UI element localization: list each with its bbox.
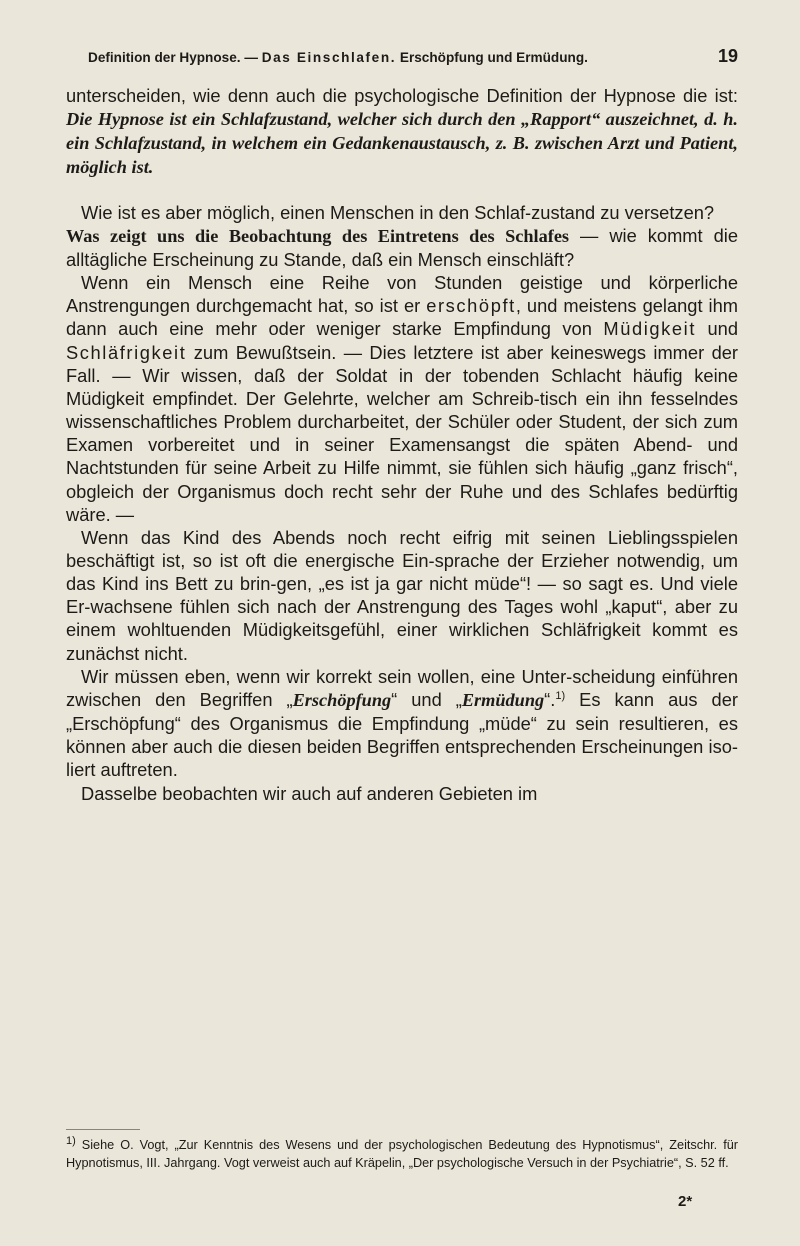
paragraph-text: Dasselbe beobachten wir auch auf anderen Gebieten im xyxy=(81,782,538,804)
paragraph-distinction xyxy=(66,665,738,782)
paragraph-definition xyxy=(66,84,738,180)
running-head xyxy=(88,46,738,68)
paragraph-text: unterscheiden, wie denn auch die psychologische Definition der Hypnose die ist: xyxy=(66,85,738,106)
running-head-title-spaced: Das Einschlafen. xyxy=(261,50,397,65)
running-head-title xyxy=(88,50,588,65)
footnote-text: Siehe O. Vogt, „Zur Kenntnis des Wesens und der psychologischen Bedeutung des Hypnotismus“, Zeitschr. für Hypnotismus, III. Jahrgang. Vogt verweist auch auf Kräpelin, „Der psychologische Versuch in der Psychiatrie“, S. 52 ff. xyxy=(66,1138,738,1170)
paragraph-child xyxy=(66,526,738,665)
paragraph-text: Wenn ein Mensch eine Reihe von Stunden geistige und körperliche Anstrengungen durchgemacht hat, so ist er xyxy=(66,272,738,317)
paragraph-continuation xyxy=(66,782,738,805)
body-text xyxy=(66,84,738,805)
paragraph-text: — wie kommt die alltägliche Erscheinung zu Stande, daß ein Mensch einschläft? xyxy=(66,224,738,270)
paragraph-text: , und meistens gelangt ihm dann auch eine mehr oder weniger starke Empfindung von xyxy=(66,295,739,340)
page-number: 19 xyxy=(717,46,738,66)
paragraph-question xyxy=(66,201,738,271)
footnote-ref[interactable] xyxy=(555,690,565,702)
footnote-marker-paren: ) xyxy=(72,1134,76,1147)
signature-mark: 2* xyxy=(678,1193,693,1210)
paragraph-text: Es kann aus der „Erschöpfung“ des Organismus die Empfindung „müde“ zu sein resultieren, es können aber auch die diesen beiden Begriffen entsprechenden Erscheinungen iso-liert auftreten. xyxy=(66,688,738,781)
footnote-divider xyxy=(66,1129,140,1130)
spaced-term: erschöpft xyxy=(426,295,516,317)
footnote-ref-number[interactable]: 1 xyxy=(555,689,562,702)
paragraph-text: und xyxy=(696,318,738,340)
italic-term: Erschöpfung xyxy=(292,689,392,710)
footnote-marker-number: 1 xyxy=(66,1134,73,1147)
running-head-title-part: Erschöpfung und Ermüdung. xyxy=(396,50,588,65)
paragraph-text: Wenn das Kind des Abends noch recht eifrig mit seinen Lieblingsspielen beschäftigt ist, so ist oft die energische Ein-sprache der Erzieher notwendig, um das Kind ins Bett zu brin-gen, „es ist ja gar nicht müde“! — so sagt es. Und viele Er-wachsene fühlen sich nach der Anstrengung des Tages wohl „kaput“, aber zu einem wohltuenden Müdigkeitsgefühl, einer wirklichen Schläfrigkeit kommt es zunächst nicht. xyxy=(66,526,738,664)
paragraph-text: “ und „ xyxy=(391,688,462,710)
paragraph-exhaustion xyxy=(66,271,738,526)
footnote-marker xyxy=(66,1135,76,1147)
question-text: Wie ist es aber möglich, einen Menschen in den Schlaf-zustand zu versetzen? xyxy=(81,201,715,223)
bold-heading: Was zeigt uns die Beobachtung des Eintretens des Schlafes xyxy=(66,225,570,246)
paragraph-text: “. xyxy=(544,688,556,710)
running-head-title-part: Definition der Hypnose. — xyxy=(88,50,262,65)
spaced-term: Müdigkeit xyxy=(603,318,696,340)
italic-term: Ermüdung xyxy=(461,689,545,710)
definition-italic: Die Hypnose ist ein Schlafzustand, welcher sich durch den „Rapport“ auszeichnet, d. h. ein Schlafzustand, in welchem ein Gedankenaustausch, z. B. zwischen Arzt und Patient, möglich ist. xyxy=(66,109,738,178)
paragraph-text: zum Bewußtsein. — Dies letztere ist aber keineswegs immer der Fall. — Wir wissen, daß der Soldat in der tobenden Schlacht häufig keine Müdigkeit empfindet. Der Gelehrte, welcher am Schreib-tisch ein ihn fesselndes wissenschaftliches Problem durcharbeitet, der Schüler oder Student, der sich zum Examen vorbereitet und in seiner Examensangst die späten Abend- und Nachtstunden für seine Arbeit zu Hilfe nimmt, sie fühlen sich häufig „ganz frisch“, obgleich der Organismus doch recht sehr der Ruhe und des Schlafes bedürftig wäre. — xyxy=(66,341,738,525)
footnote-ref-paren: ) xyxy=(561,689,566,702)
spaced-term: Schläfrigkeit xyxy=(66,341,187,363)
paragraph-text: Wir müssen eben, wenn wir korrekt sein wollen, eine Unter-scheidung einführen zwischen den Begriffen „ xyxy=(66,665,738,710)
footnote xyxy=(66,1134,738,1172)
